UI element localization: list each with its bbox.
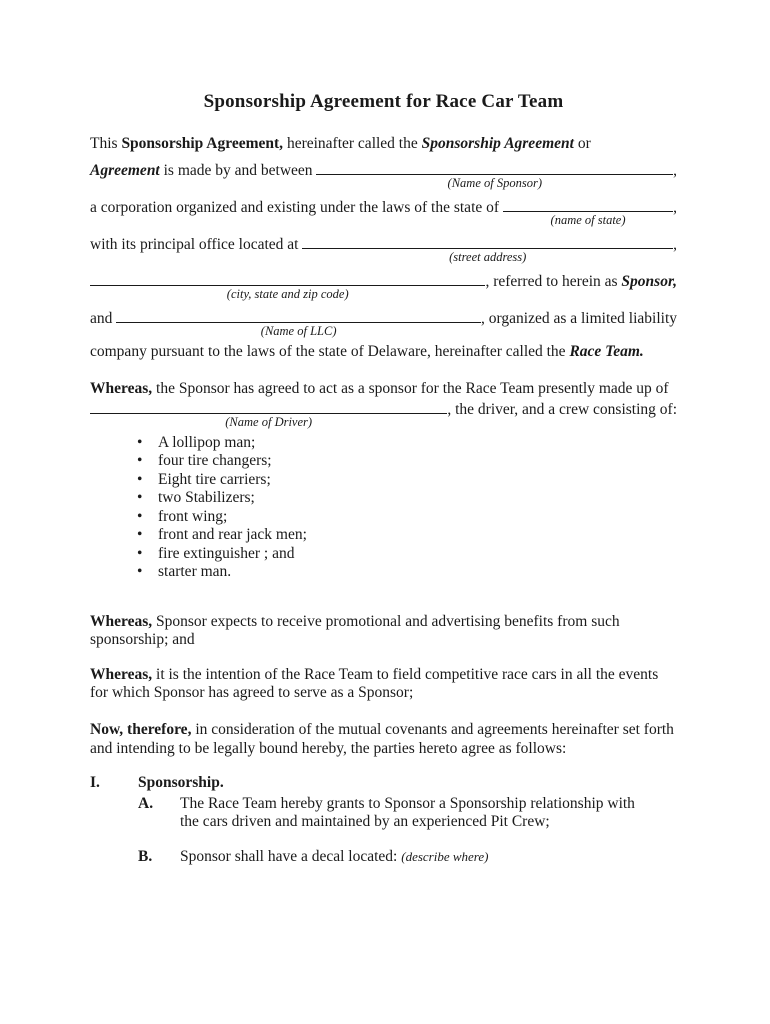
intro-text: hereinafter called the <box>283 135 422 152</box>
whereas-compete-paragraph <box>90 666 677 703</box>
crew-list-item: • four tire changers; <box>137 452 677 471</box>
document-page <box>0 90 770 1024</box>
intro-close-line <box>90 343 677 362</box>
now-therefore-bold: Now, therefore, <box>90 721 192 738</box>
intro-close-text: company pursuant to the laws of the state of Delaware, hereinafter called the <box>90 342 570 360</box>
document-title: Sponsorship Agreement for Race Car Team <box>203 91 564 112</box>
field-line-driver <box>90 399 677 429</box>
section-1-heading: Sponsorship. <box>138 774 224 791</box>
whereas-bold: Whereas, <box>90 665 153 683</box>
caption-name-of-llc: (Name of LLC) <box>260 323 337 338</box>
section-1-item-b <box>138 848 677 867</box>
whereas-text: Sponsor expects to receive promotional and advertising benefits from such sponsorship; and <box>90 612 620 648</box>
item-b-note: (describe where) <box>401 849 489 864</box>
now-therefore-text: in consideration of the mutual covenants and agreements hereinafter set forth and intending to be legally bound hereby, the parties hereto agree as follows: <box>90 721 674 757</box>
crew-list-item: • two Stabilizers; <box>137 489 677 508</box>
field-post-text: , <box>673 198 677 216</box>
crew-list <box>90 434 677 582</box>
section-1-item-a <box>138 795 677 832</box>
intro-bold-italic: Sponsorship Agreement <box>421 135 574 152</box>
intro-close-bold-italic: Race Team. <box>569 342 644 360</box>
section-1-heading-row <box>90 774 677 793</box>
blank-name-of-llc[interactable] <box>116 322 481 338</box>
whereas-promo-paragraph <box>90 613 677 650</box>
blank-name-of-driver[interactable] <box>90 413 447 429</box>
field-post-text: , <box>673 161 677 179</box>
item-b-label: B. <box>138 848 153 865</box>
section-1-number: I. <box>90 774 100 791</box>
field-line-sponsor <box>90 158 677 190</box>
intro-text: or <box>573 135 591 152</box>
now-therefore-paragraph <box>90 721 677 758</box>
crew-list-item: • Eight tire carriers; <box>137 471 677 490</box>
caption-name-of-state: (name of state) <box>550 212 626 227</box>
whereas-bold: Whereas, <box>90 380 153 397</box>
blank-city-state-zip[interactable] <box>90 285 485 301</box>
field-pre-text: is made by and between <box>159 161 317 179</box>
field-line-address <box>90 232 677 264</box>
field-pre-text: with its principal office located at <box>90 235 303 253</box>
item-b-main-text: Sponsor shall have a decal located: <box>180 848 402 865</box>
intro-line-1 <box>90 135 677 154</box>
crew-list-item: • front wing; <box>137 508 677 527</box>
field-post-text: , the driver, and a crew consisting of: <box>447 400 677 418</box>
blank-name-of-state[interactable] <box>503 211 673 227</box>
whereas-bold: Whereas, <box>90 612 153 630</box>
caption-name-of-sponsor: (Name of Sponsor) <box>447 175 542 190</box>
blank-name-of-sponsor[interactable] <box>316 174 673 190</box>
item-a-text: The Race Team hereby grants to Sponsor a Sponsorship relationship with the cars driven and maintained by an experienced Pit Crew; <box>180 794 635 830</box>
crew-list-item: • A lollipop man; <box>137 434 677 453</box>
whereas-driver-line <box>90 380 677 399</box>
field-post-text: , referred to herein as <box>485 272 622 290</box>
field-line-llc <box>90 306 677 338</box>
field-post-text: , organized as a limited liability <box>481 309 677 327</box>
intro-text: This <box>90 135 122 152</box>
field-pre-bold-italic: Agreement <box>90 161 160 179</box>
item-b-text <box>180 848 488 867</box>
field-pre-text: and <box>90 309 117 327</box>
intro-bold: Sponsorship Agreement, <box>121 135 284 152</box>
field-pre-text: a corporation organized and existing under the laws of the state of <box>90 198 503 216</box>
caption-street-address: (street address) <box>449 249 527 264</box>
field-post-bold-italic: Sponsor, <box>621 272 677 290</box>
crew-list-item: • starter man. <box>137 563 677 582</box>
whereas-text: the Sponsor has agreed to act as a sponsor for the Race Team presently made up of <box>152 380 669 397</box>
field-line-city-state-zip <box>90 269 677 301</box>
field-post-text: , <box>673 235 677 253</box>
crew-list-item: • fire extinguisher ; and <box>137 545 677 564</box>
whereas-text: it is the intention of the Race Team to field competitive race cars in all the events for which Sponsor has agreed to serve as a Sponsor; <box>90 665 659 701</box>
caption-name-of-driver: (Name of Driver) <box>225 414 313 429</box>
blank-street-address[interactable] <box>302 248 673 264</box>
crew-list-item: • front and rear jack men; <box>137 526 677 545</box>
field-line-state <box>90 195 677 227</box>
item-a-label: A. <box>138 794 154 812</box>
caption-city-state-zip: (city, state and zip code) <box>226 286 349 301</box>
